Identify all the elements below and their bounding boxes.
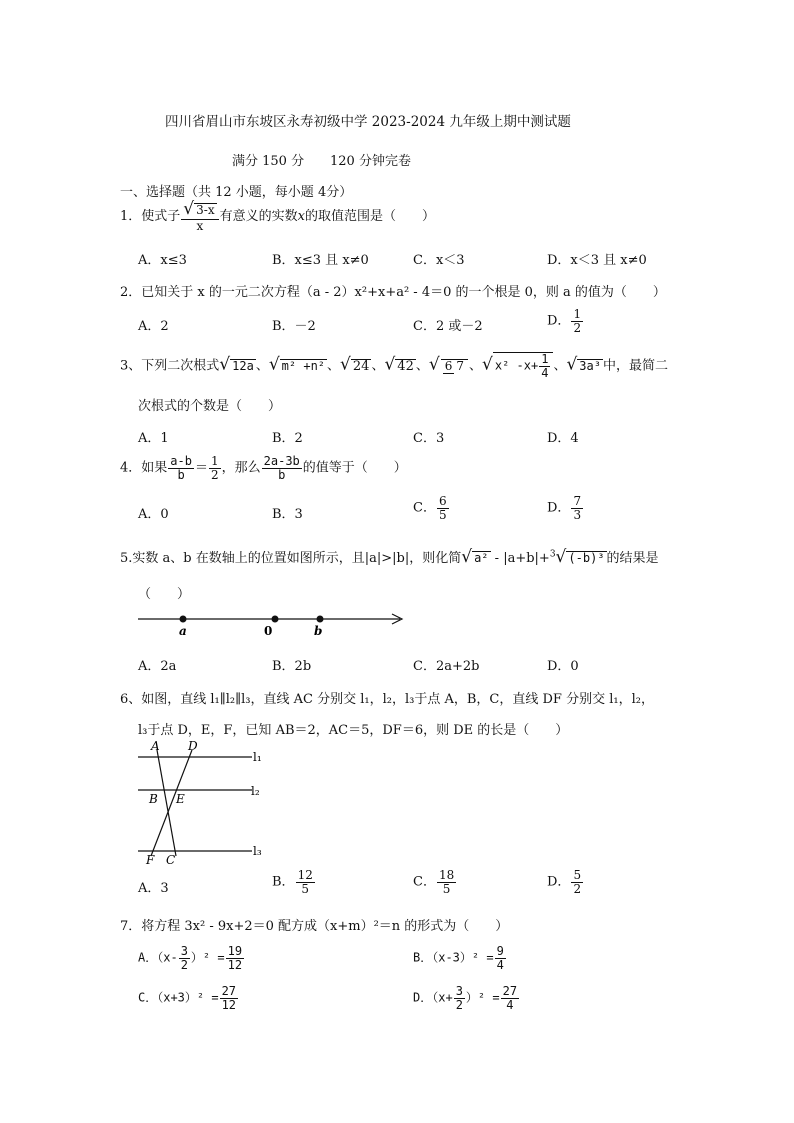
- q3-option-b: B．2: [272, 431, 303, 446]
- question-7: 7．将方程 3x² - 9x+2＝0 配方成（x+m）²＝n 的形式为（ ）: [120, 919, 509, 934]
- label-zero: 0: [264, 624, 273, 638]
- q4-option-c: C． $\frac{6}{5}$: [413, 494, 447, 522]
- q5-option-a: A．2a: [138, 659, 177, 674]
- q2-option-c: C．2 或－2: [413, 319, 483, 334]
- question-2: 2．已知关于 x 的一元二次方程（a - 2）x²+x+a² - 4＝0 的一个根是 0，则 a 的值为（ ）: [120, 285, 666, 300]
- q6-option-a: A．3: [138, 881, 169, 896]
- q4-option-b: B．3: [272, 507, 303, 522]
- time-info: 120 分钟完卷: [330, 154, 411, 169]
- score-info: 满分 150 分: [232, 154, 305, 169]
- line-ac: [157, 750, 176, 856]
- question-1: 1．使式子 $\frac{√ 3-x}{x}$ 有意义的实数x的取值范围是（ ）: [120, 199, 435, 233]
- q7-option-b: B．（x-3）² = $\frac{9}{4}$: [413, 944, 504, 972]
- q7-option-a: A．（x- $\frac{3}{2}$ ）² = $\frac{19}{12}$: [138, 944, 243, 972]
- point-b: [317, 616, 324, 623]
- q7-option-d: D．（x+ $\frac{3}{2}$ ）² = $\frac{27}{4}$: [413, 984, 518, 1012]
- q1-option-a: A．x≤3: [138, 253, 187, 268]
- q4-option-a: A．0: [138, 507, 169, 522]
- label-A: A: [151, 739, 160, 753]
- q7-option-c: C．（x+3）² = $\frac{27}{12}$: [138, 984, 237, 1012]
- page-title: 四川省眉山市东坡区永寿初级中学 2023-2024 九年级上期中测试题: [165, 114, 571, 130]
- question-5-line2: （ ）: [138, 587, 191, 602]
- question-3-line2: 次根式的个数是（ ）: [138, 399, 282, 414]
- q6-option-b: B． $\frac{12}{5}$: [272, 868, 313, 896]
- label-a: a: [179, 624, 187, 638]
- question-6-line2: l₃于点 D，E，F，已知 AB＝2，AC＝5，DF＝6，则 DE 的长是（ ）: [138, 723, 569, 738]
- question-6-line1: 6、如图，直线 l₁∥l₂∥l₃，直线 AC 分别交 l₁，l₂，l₃于点 A，B，C，直线 DF 分别交 l₁，l₂，: [120, 692, 654, 707]
- q3-option-a: A．1: [138, 431, 169, 446]
- number-line-figure: [130, 606, 410, 638]
- point-origin: [272, 616, 279, 623]
- label-l2: l₂: [251, 784, 260, 798]
- question-5: 5.实数 a、b 在数轴上的位置如图所示，且|a|>|b|，则化简√ a² - |a+b|+$^3$√ (-b)³ 的结果是: [120, 547, 659, 567]
- question-4: 4．如果 $\frac{a-b}{b}$ ＝ $\frac{1}{2}$ ，那么 $\frac{2a-3b}{b}$ 的值等于（ ）: [120, 454, 407, 482]
- point-a: [180, 616, 187, 623]
- label-l3: l₃: [253, 844, 262, 858]
- q5-option-d: D．0: [547, 659, 579, 674]
- label-l1: l₁: [253, 750, 262, 764]
- q6-option-d: D． $\frac{5}{2}$: [547, 868, 582, 896]
- q2-option-b: B．－2: [272, 319, 316, 334]
- q1-option-c: C．x＜3: [413, 253, 465, 268]
- q3-option-d: D．4: [547, 431, 579, 446]
- q3-option-c: C．3: [413, 431, 445, 446]
- label-B: B: [149, 792, 158, 806]
- q1-option-d: D．x＜3 且 x≠0: [547, 253, 647, 268]
- q5-option-c: C．2a+2b: [413, 659, 480, 674]
- label-F: F: [146, 853, 155, 867]
- label-D: D: [188, 739, 198, 753]
- q2-option-a: A．2: [138, 319, 169, 334]
- q2-option-d: D． $\frac{1}{2}$: [547, 307, 582, 335]
- label-C: C: [166, 853, 176, 867]
- q1-option-b: B．x≤3 且 x≠0: [272, 253, 369, 268]
- q5-option-b: B．2b: [272, 659, 312, 674]
- parallel-lines-figure: [132, 738, 272, 868]
- label-b: b: [314, 624, 323, 638]
- question-3: 3、下列二次根式√ 12a 、√ m² +n² 、√ 24 、√ 42 、√ 6 7 、√ x² -x+ $\frac{1}{4}$ 、√ 3a³ 中，最简二: [120, 352, 668, 380]
- q6-option-c: C． $\frac{18}{5}$: [413, 868, 455, 896]
- label-E: E: [176, 792, 185, 806]
- section-heading: 一、选择题（共 12 小题，每小题 4分）: [120, 185, 353, 200]
- q4-option-d: D． $\frac{7}{3}$: [547, 494, 582, 522]
